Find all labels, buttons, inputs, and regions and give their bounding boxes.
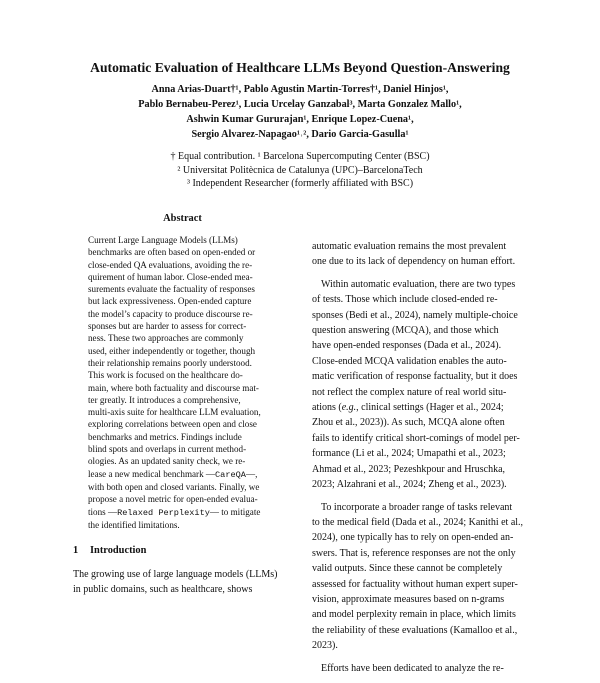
author-line: Anna Arias-Duart†¹, Pablo Agustin Martin-Torres†¹, Daniel Hinjos¹,	[151, 84, 449, 95]
section-number: 1	[73, 545, 79, 556]
abstract-line: This work is focused on the healthcare do-	[88, 370, 243, 381]
abstract-line: ter greatly. It introduces a comprehensive,	[88, 394, 241, 405]
author-line: Sergio Alvarez-Napagao¹˒², Dario Garcia-Gasulla¹	[191, 129, 409, 140]
abstract-line: tions —Relaxed Perplexity— to mitigate	[88, 506, 261, 518]
abstract-line: multi-axis suite for healthcare LLM evaluation,	[88, 407, 261, 418]
paragraph	[312, 239, 531, 270]
intro-line: in public domains, such as healthcare, shows	[73, 584, 253, 595]
author-line: Pablo Bernabeu-Perez¹, Lucia Urcelay Ganzabal³, Marta Gonzalez Mallo¹,	[138, 99, 462, 110]
abstract-line: main, where both factuality and discourse mat-	[88, 382, 259, 393]
text-line: automatic evaluation remains the most prevalent	[312, 241, 507, 252]
abstract-line: their relationship remains poorly understood.	[88, 357, 252, 368]
abstract-line: propose a novel metric for open-ended evalua-	[88, 494, 258, 505]
abstract-line: benchmarks are often based on open-ended or	[88, 247, 256, 258]
paragraph	[312, 277, 531, 493]
abstract-body	[88, 234, 277, 531]
abstract-line: sponses but are harder to assess for correct-	[88, 321, 247, 332]
affiliation-line: ³ Independent Researcher (formerly affiliated with BSC)	[186, 178, 414, 189]
text-line: of tests. Those which include closed-ended re-	[312, 294, 498, 306]
right-column-text	[312, 239, 531, 683]
affiliations	[40, 150, 560, 191]
abstract-line: used, either independently or together, though	[88, 345, 256, 356]
text-line: Zhou et al., 2023)). As such, MCQA alone often	[312, 417, 505, 429]
text-line: 2024), one typically has to rely on open-ended an-	[312, 532, 514, 544]
abstract-line: surements evaluate the factuality of responses	[88, 284, 255, 295]
text-line: Close-ended MCQA validation enables the auto-	[312, 355, 507, 367]
code-term: CareQA	[215, 469, 246, 480]
abstract-line: benchmarks and metrics. Findings include	[88, 431, 242, 442]
paragraph	[312, 661, 531, 676]
text-line: Efforts have been dedicated to analyze the re-	[321, 662, 504, 674]
text-line: Ahmad et al., 2023; Pezeshkpour and Hruschka,	[312, 463, 506, 475]
abstract-line: with both open and closed variants. Finally, we	[88, 481, 260, 492]
text-line: To incorporate a broader range of tasks relevant	[321, 501, 513, 513]
code-term: Relaxed Perplexity	[117, 507, 210, 518]
author-list	[40, 82, 560, 142]
abstract-line: but lack expressiveness. Open-ended capture	[88, 296, 252, 307]
affiliation-line: ² Universitat Politècnica de Catalunya (UPC)–BarcelonaTech	[177, 164, 423, 176]
abstract-line: blind spots and overlaps in current method-	[88, 444, 247, 455]
text-line: not reflect the complex nature of real world situ-	[312, 386, 507, 398]
text-line: ations (e.g., clinical settings (Hager et al., 2024;	[312, 402, 504, 414]
text-line: sponses (Bedi et al., 2024), namely multiple-choice	[312, 309, 518, 321]
text-line: fails to identify critical short-comings of model per-	[312, 432, 520, 444]
introduction-text	[73, 567, 292, 597]
text-line: 2023; Alzahrani et al., 2024; Zheng et al., 2023).	[312, 479, 507, 491]
text-line: have open-ended responses (Dada et al., 2024).	[312, 340, 502, 352]
text-line: vision, approximate measures based on n-grams	[312, 593, 505, 605]
text-line: valid outputs. Since these cannot be completely	[312, 563, 503, 575]
section-title: Introduction	[90, 545, 147, 556]
text-line: assessed for factuality without human expert super-	[312, 578, 518, 590]
intro-line: The growing use of large language models (LLMs)	[73, 569, 278, 580]
abstract-line: quirement of human labor. Close-ended mea-	[88, 271, 253, 282]
abstract-line: lease a new medical benchmark —CareQA—,	[88, 468, 258, 480]
text-line: swers. That is, reference responses are not the only	[312, 547, 516, 559]
author-line: Ashwin Kumar Gururajan¹, Enrique Lopez-Cuena¹,	[186, 114, 414, 125]
text-line: to the medical field (Dada et al., 2024; Kanithi et al.,	[312, 516, 524, 528]
abstract-line: close-ended QA evaluations, avoiding the re-	[88, 259, 253, 270]
abstract-line: ologies. As an updated sanity check, we re-	[88, 456, 246, 467]
abstract-line: Current Large Language Models (LLMs)	[88, 235, 238, 245]
abstract-line: the identified limitations.	[88, 519, 180, 530]
abstract-heading: Abstract	[163, 213, 202, 224]
paragraph	[312, 500, 531, 654]
text-line: the reliability of these evaluations (Kamalloo et al.,	[312, 624, 518, 636]
abstract-line: ness. These two approaches are commonly	[88, 333, 244, 344]
text-line: formance (Li et al., 2024; Umapathi et al., 2023;	[312, 448, 506, 460]
abstract-line: the model’s capacity to produce discourse re-	[88, 308, 253, 319]
text-line: question answering (MCQA), and those which	[312, 325, 499, 337]
text-line: one due to its lack of dependency on human effort.	[312, 256, 516, 268]
paper-title: Automatic Evaluation of Healthcare LLMs Beyond Question-Answering	[90, 60, 510, 75]
affiliation-line: † Equal contribution. ¹ Barcelona Supercomputing Center (BSC)	[170, 151, 430, 162]
section-heading	[73, 545, 292, 556]
text-line: 2023).	[312, 640, 338, 652]
text-line: matic verification of response factuality, but it does	[312, 371, 518, 383]
text-line: Within automatic evaluation, there are two types	[321, 278, 516, 290]
abstract-line: exploring correlations between open and close	[88, 419, 257, 430]
text-line: and model perplexity remain in place, which limits	[312, 609, 516, 621]
